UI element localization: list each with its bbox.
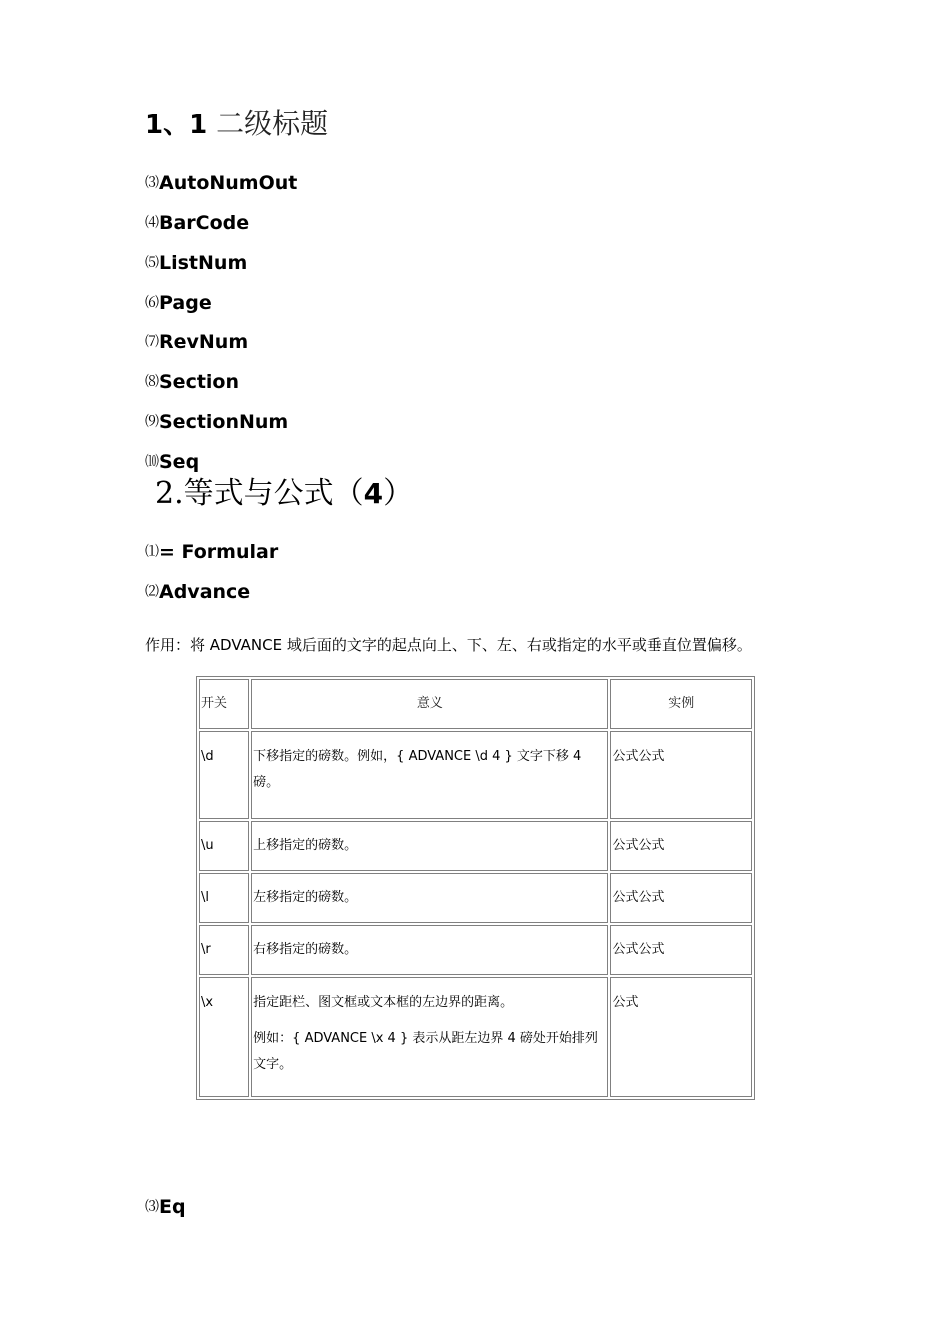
cell-switch: \x	[199, 977, 249, 1097]
cell-meaning-line: 例如：{ ADVANCE \x 4 } 表示从距左边界 4 磅处开始排列文字。	[253, 1031, 598, 1072]
table-row	[199, 873, 752, 923]
list-label: SectionNum	[159, 411, 289, 433]
cell-meaning: 下移指定的磅数。例如，{ ADVANCE \d 4 } 文字下移 4 磅。	[251, 731, 608, 819]
list-marker: ⑹	[145, 295, 159, 311]
list-item	[145, 539, 278, 565]
list-marker: ⑺	[145, 334, 159, 350]
list-marker: ⑽	[145, 454, 159, 470]
list-label: Page	[159, 292, 212, 314]
section-title: 二级标题	[216, 107, 329, 140]
cell-switch: \l	[199, 873, 249, 923]
cell-example: 公式公式	[610, 873, 752, 923]
section-number: 1、1	[145, 110, 208, 140]
subsection-heading-suffix: ）	[383, 476, 414, 511]
cell-meaning	[251, 977, 608, 1097]
list-marker: ⑷	[145, 215, 159, 231]
list-marker: ⑻	[145, 374, 159, 390]
cell-example: 公式	[610, 977, 752, 1097]
list-item	[145, 170, 297, 196]
list-marker: ⑶	[145, 175, 159, 191]
list-marker: ⑸	[145, 255, 159, 271]
list-marker: ⑴	[145, 544, 159, 560]
header-switch: 开关	[199, 679, 249, 729]
header-meaning: 意义	[251, 679, 608, 729]
list-label: = Formular	[159, 541, 279, 563]
list-label: Eq	[159, 1196, 186, 1218]
list-label: BarCode	[159, 212, 250, 234]
list-label: Seq	[159, 451, 200, 473]
cell-switch: \u	[199, 821, 249, 871]
section-heading	[145, 104, 328, 145]
list-label: ListNum	[159, 252, 248, 274]
list-marker: ⑵	[145, 584, 159, 600]
description-paragraph: 作用：将 ADVANCE 域后面的文字的起点向上、下、左、右或指定的水平或垂直位置偏移。	[145, 636, 752, 654]
table-row	[199, 821, 752, 871]
list-item	[145, 1194, 186, 1220]
switch-table	[196, 676, 755, 1100]
list-item	[145, 369, 239, 395]
list-item	[145, 250, 247, 276]
table-row	[199, 977, 752, 1097]
cell-example: 公式公式	[610, 821, 752, 871]
list-item	[145, 409, 288, 435]
subsection-heading	[155, 472, 413, 516]
cell-meaning: 右移指定的磅数。	[251, 925, 608, 975]
table-row	[199, 925, 752, 975]
list-item	[145, 210, 249, 236]
list-item	[145, 579, 250, 605]
cell-example: 公式公式	[610, 925, 752, 975]
list-label: Advance	[159, 581, 251, 603]
subsection-heading-number: 4	[363, 477, 384, 510]
cell-example: 公式公式	[610, 731, 752, 819]
table-row	[199, 731, 752, 819]
header-example: 实例	[610, 679, 752, 729]
cell-meaning: 左移指定的磅数。	[251, 873, 608, 923]
list-label: AutoNumOut	[159, 172, 298, 194]
list-label: Section	[159, 371, 240, 393]
list-item	[145, 329, 248, 355]
cell-switch: \r	[199, 925, 249, 975]
list-marker: ⑶	[145, 1199, 159, 1215]
subsection-heading-prefix: 2.等式与公式（	[155, 476, 364, 511]
list-marker: ⑼	[145, 414, 159, 430]
list-item	[145, 290, 212, 316]
cell-switch: \d	[199, 731, 249, 819]
list-label: RevNum	[159, 331, 249, 353]
cell-meaning: 上移指定的磅数。	[251, 821, 608, 871]
cell-meaning-line: 指定距栏、图文框或文本框的左边界的距离。	[253, 995, 514, 1010]
table-header-row	[199, 679, 752, 729]
